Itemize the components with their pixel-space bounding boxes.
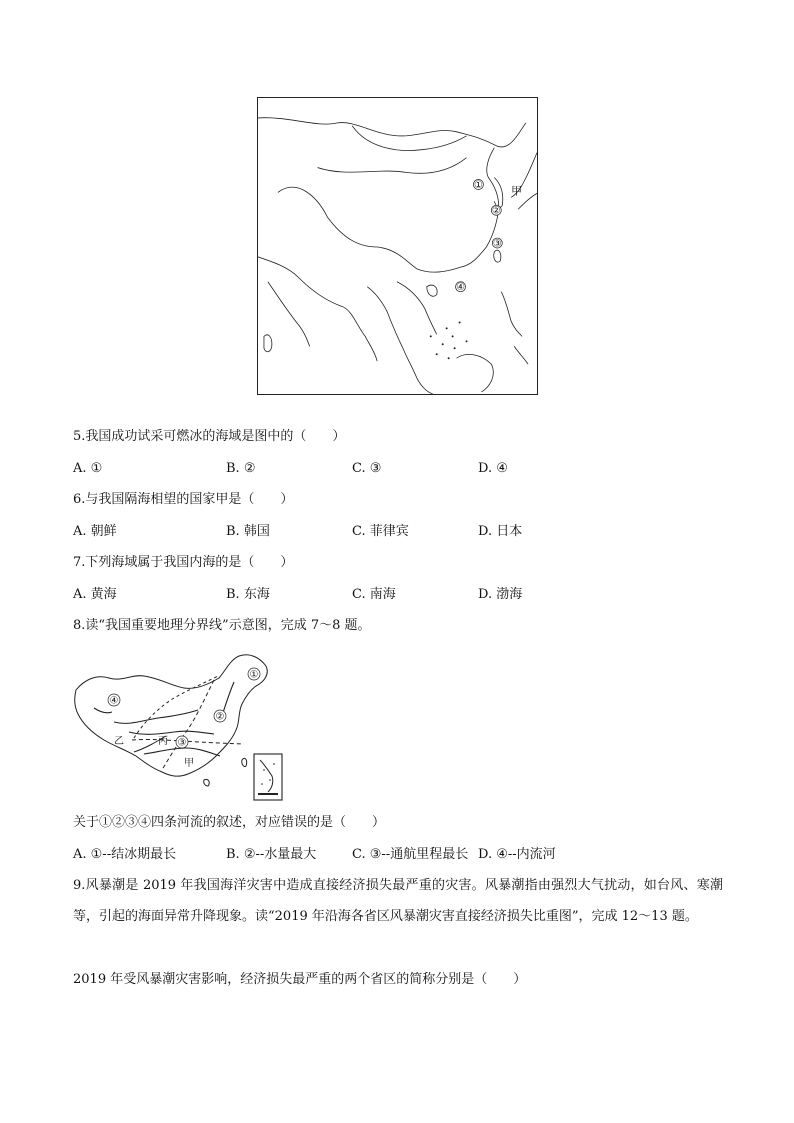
- map2-label-4: ④: [109, 695, 119, 707]
- q8-question: 关于①②③④四条河流的叙述，对应错误的是（ ）: [73, 815, 386, 830]
- marker-1: ①: [473, 179, 483, 191]
- marker-2: ②: [491, 205, 501, 217]
- q9-question: 2019 年受风暴潮灾害影响，经济损失最严重的两个省区的简称分别是（ ）: [73, 972, 527, 987]
- map2-label-1: ①: [249, 669, 259, 681]
- marker-4: ④: [456, 282, 465, 294]
- q5-option-d[interactable]: D. ④: [478, 461, 508, 476]
- q5-stem: 5.我国成功试采可燃冰的海域是图中的（ ）: [73, 429, 346, 444]
- map2-label-yi: 乙: [114, 736, 124, 747]
- q8-option-c[interactable]: C. ③--通航里程最长: [352, 847, 469, 862]
- map2-label-2: ②: [215, 711, 225, 723]
- q7-option-c[interactable]: C. 南海: [352, 587, 396, 602]
- east-asia-map: [257, 97, 538, 395]
- q9-stem: 9.风暴潮是 2019 年我国海洋灾害中造成直接经济损失最严重的灾害。风暴潮指由强烈大气扰动，如台风、寒潮等，引起的海面异常升降现象。读“2019 年沿海各省区风暴潮灾害直接经济损失比重图”，完成 12～13 题。: [73, 878, 723, 924]
- q7-option-a[interactable]: A. 黄海: [73, 587, 117, 602]
- q8-stem: 8.读“我国重要地理分界线”示意图，完成 7～8 题。: [73, 618, 371, 633]
- map2-label-jia: 甲: [184, 758, 194, 769]
- q6-option-d[interactable]: D. 日本: [478, 524, 523, 539]
- country-label-jia: 甲: [511, 184, 523, 198]
- marker-3: ③: [492, 238, 502, 250]
- east-asia-map-drawing: [258, 98, 537, 394]
- q7-stem: 7.下列海域属于我国内海的是（ ）: [73, 555, 294, 570]
- map2-label-3: ③: [177, 737, 187, 749]
- q6-option-c[interactable]: C. 菲律宾: [352, 524, 409, 539]
- q6-option-a[interactable]: A. 朝鲜: [73, 524, 117, 539]
- q8-option-d[interactable]: D. ④--内流河: [478, 847, 556, 862]
- q5-option-b[interactable]: B. ②: [226, 461, 256, 476]
- q7-option-b[interactable]: B. 东海: [226, 587, 270, 602]
- china-boundary-map-drawing: [74, 652, 284, 802]
- q6-option-b[interactable]: B. 韩国: [226, 524, 270, 539]
- q8-option-a[interactable]: A. ①--结冰期最长: [73, 847, 177, 862]
- q5-option-a[interactable]: A. ①: [73, 461, 103, 476]
- q5-option-c[interactable]: C. ③: [352, 461, 382, 476]
- q7-option-d[interactable]: D. 渤海: [478, 587, 523, 602]
- q6-stem: 6.与我国隔海相望的国家甲是（ ）: [73, 492, 294, 507]
- china-boundary-map: [74, 652, 284, 802]
- map2-label-bing: 丙: [158, 736, 168, 747]
- q8-option-b[interactable]: B. ②--水量最大: [226, 847, 317, 862]
